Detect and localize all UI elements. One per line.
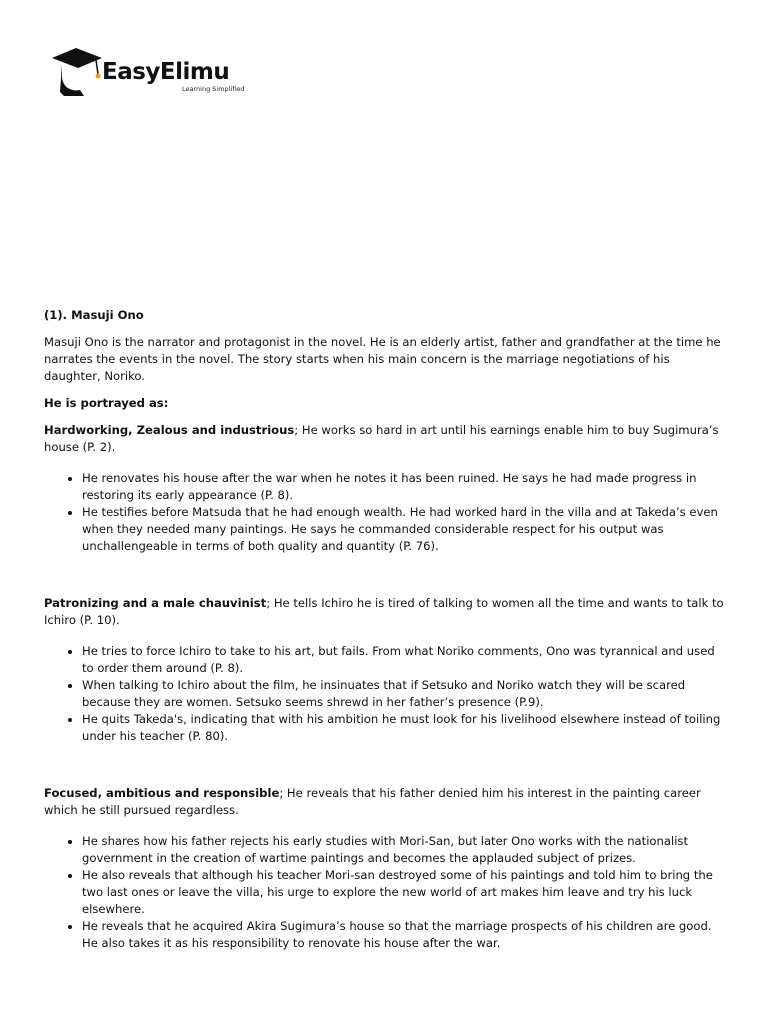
brand-logo <box>50 46 250 98</box>
brand-tagline: Learning Simplified <box>182 85 245 93</box>
list-item: • He shares how his father rejects his early studies with Mori-San, but later Ono works with the nationalist government in the creation of wartime paintings and becomes the applauded subject of prizes. <box>82 833 728 867</box>
list-item: • He quits Takeda's, indicating that with his ambition he must look for his livelihood elsewhere instead of toiling under his teacher (P. 80). <box>82 711 728 745</box>
trait-label: Patronizing and a male chauvinist <box>44 596 267 610</box>
document-body <box>44 307 728 952</box>
trait-paragraph <box>44 422 728 456</box>
trait-bullet-list <box>44 643 728 745</box>
trait-label: Hardworking, Zealous and industrious <box>44 423 295 437</box>
trait-paragraph <box>44 595 728 629</box>
trait-label: Focused, ambitious and responsible <box>44 786 280 800</box>
graduation-cap-icon <box>50 46 106 98</box>
trait-text: ; He tells Ichiro he is tired of talking to women all the time and wants to talk to Ichiro (P. 10). <box>44 596 724 627</box>
portrayed-heading: He is portrayed as: <box>44 396 169 410</box>
trait-bullet-list <box>44 470 728 555</box>
trait-text: ; He works so hard in art until his earnings enable him to buy Sugimura’s house (P. 2). <box>44 423 719 454</box>
intro-paragraph: Masuji Ono is the narrator and protagonist in the novel. He is an elderly artist, father and grandfather at the time he narrates the events in the novel. The story starts when his main concern is the marriage negotiations of his daughter, Noriko. <box>44 335 721 383</box>
section-title: (1). Masuji Ono <box>44 308 144 322</box>
list-item: • When talking to Ichiro about the film, he insinuates that if Setsuko and Noriko watch they will be scared because they are women. Setsuko seems shrewd in her father’s presence (P.9). <box>82 677 728 711</box>
trait-bullet-list <box>44 833 728 952</box>
list-item: • He testifies before Matsuda that he had enough wealth. He had worked hard in the villa and at Takeda’s even when they needed many paintings. He says he commanded considerable respect for his output was unchallengeable in terms of both quality and quantity (P. 76). <box>82 504 728 555</box>
list-item: • He also reveals that although his teacher Mori-san destroyed some of his paintings and told him to bring the two last ones or leave the villa, his urge to explore the new world of art makes him leave and try his luck elsewhere. <box>82 867 728 918</box>
list-item: • He renovates his house after the war when he notes it has been ruined. He says he had made progress in restoring its early appearance (P. 8). <box>82 470 728 504</box>
trait-paragraph <box>44 785 728 819</box>
list-item: • He reveals that he acquired Akira Sugimura’s house so that the marriage prospects of his children are good. He also takes it as his responsibility to renovate his house after the war. <box>82 918 728 952</box>
trait-text: ; He reveals that his father denied him his interest in the painting career which he still pursued regardless. <box>44 786 701 817</box>
brand-name: EasyElimu <box>102 59 230 85</box>
list-item: • He tries to force Ichiro to take to his art, but fails. From what Noriko comments, Ono was tyrannical and used to order them around (P. 8). <box>82 643 728 677</box>
